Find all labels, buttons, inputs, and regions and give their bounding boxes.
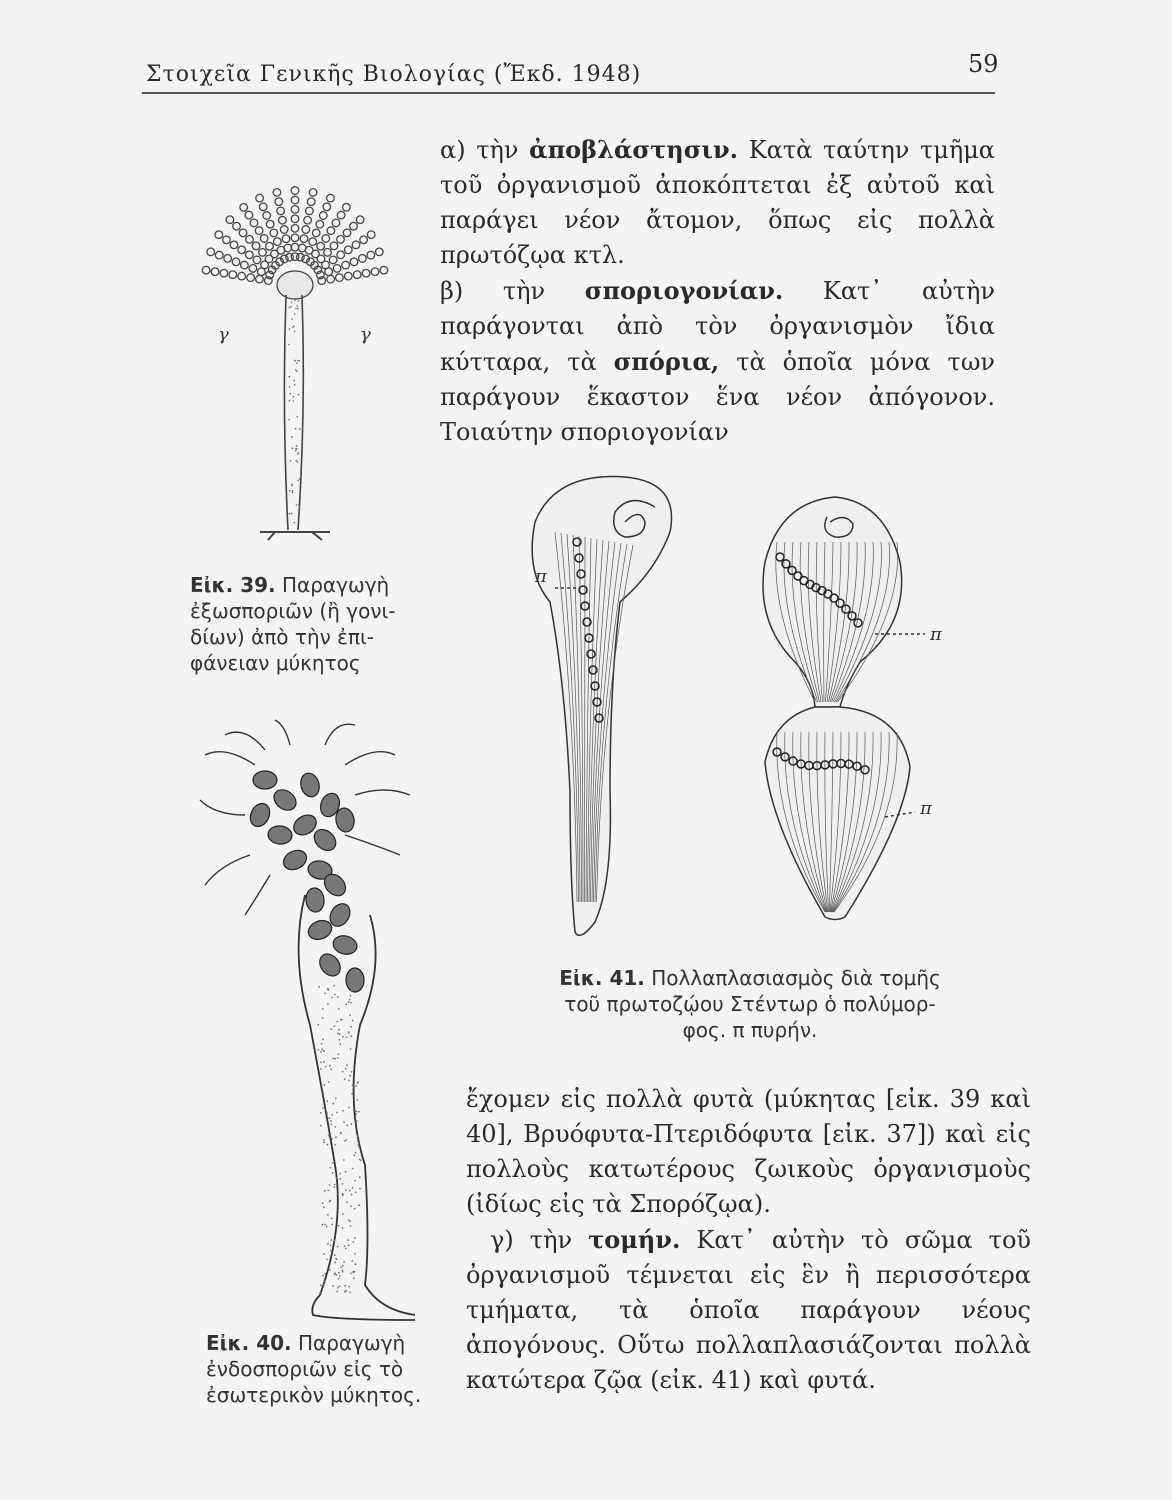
term-sporia: σπόρια,	[613, 347, 720, 376]
figure-40-label: Εἰκ. 40.	[206, 1331, 292, 1355]
figure-40-caption-line-1: Παραγωγὴ	[298, 1331, 406, 1355]
figure-39-caption-line-1: Παραγωγὴ	[282, 573, 390, 597]
figure-41-caption-line-3: φος. π πυρήν.	[682, 1018, 818, 1042]
figure-39-fungus-exospores	[200, 160, 380, 550]
figure-41-caption-line-1: Πολλαπλασιασμὸς διὰ τομῆς	[651, 966, 941, 990]
paragraph-b-prefix: β) τὴν	[440, 277, 585, 305]
header-rule	[142, 92, 995, 94]
figure-39-caption-line-3: δίων) ἀπὸ τὴν ἐπι-	[190, 625, 374, 649]
figure-41-caption	[515, 965, 985, 1043]
paragraph-b-text-1: Κατ᾽ αὐτὴν παράγονται ἀπὸ τὸν ὀργανισμὸν ἴδια κύτταρα, τὰ	[440, 277, 995, 376]
figure-41-caption-line-2: τοῦ πρωτοζῴου Στέντωρ ὁ πολύμορ-	[564, 992, 936, 1016]
paragraph-a-prefix: α) τὴν	[440, 136, 530, 164]
figure-39-caption-line-4: φάνειαν μύκητος	[190, 651, 361, 675]
figure-40-caption-line-3: ἐσωτερικὸν μύκητος.	[206, 1383, 422, 1407]
figure-41-label: Εἰκ. 41.	[559, 966, 645, 990]
paragraph-continuation: ἔχομεν εἰς πολλὰ φυτὰ (μύκητας [εἰκ. 39 καὶ 40], Βρυόφυτα-Πτεριδόφυτα [εἰκ. 37]) καὶ εἰς πολλοὺς κατωτέρους ζωικοὺς ὀργανισμοὺς (ἰδίως εἰς τὰ Σπορόζῳα).	[466, 1085, 1031, 1218]
term-apoblastesis: ἀποβλάστησιν.	[529, 135, 739, 164]
figure-39-mark-gamma-left: γ	[218, 324, 229, 345]
figure-41-mark-pi-right-lower: π	[920, 798, 932, 819]
figure-39-mark-gamma-right: γ	[360, 324, 371, 345]
term-sporiogonia: σποριογονίαν.	[584, 276, 784, 305]
figure-40-fungus-endospores	[195, 725, 450, 1325]
running-header-title: Στοιχεῖα Γενικῆς Βιολογίας (Ἔκδ. 1948)	[146, 62, 642, 87]
figure-39-caption-line-2: ἐξωσποριῶν (ἢ γονι-	[190, 599, 396, 623]
text-block-lower	[466, 1082, 1031, 1398]
figure-40-caption	[206, 1330, 451, 1408]
figure-40-caption-line-2: ἐνδοσποριῶν εἰς τὸ	[206, 1357, 404, 1381]
figure-41-stentor-division	[515, 462, 955, 952]
paragraph-b-text-2: τὰ ὁποῖα μόνα των παράγουν ἕκαστον ἕνα νέον ἀπόγονον. Τοιαύτην σποριογονίαν	[440, 348, 995, 446]
paragraph-a-text: Κατὰ ταύτην τμῆμα τοῦ ὀργανισμοῦ ἀποκόπτεται ἐξ αὐτοῦ καὶ παράγει νέον ἄτομον, ὅπως εἰς πολλὰ πρωτόζῳα κτλ.	[440, 136, 996, 269]
figure-39-caption	[190, 572, 420, 676]
term-tome: τομήν.	[588, 1225, 681, 1254]
text-block-upper	[440, 132, 995, 450]
paragraph-c	[466, 1222, 1031, 1398]
page-number: 59	[968, 50, 999, 78]
figure-41-mark-pi-right-upper: π	[930, 624, 942, 645]
figure-39-label: Εἰκ. 39.	[190, 573, 276, 597]
paragraph-c-prefix: γ) τὴν	[490, 1226, 589, 1254]
paragraph-b	[440, 273, 995, 450]
paragraph-c-text: Κατ᾽ αὐτὴν τὸ σῶμα τοῦ ὀργανισμοῦ τέμνεται εἰς ἓν ἢ περισσότερα τμήματα, τὰ ὁποῖα παράγουν νέους ἀπογόνους. Οὕτω πολλαπλασιάζονται πολλὰ κατώτερα ζῷα (εἰκ. 41) καὶ φυτά.	[466, 1226, 1031, 1394]
figure-41-mark-pi-left: π	[535, 566, 547, 587]
paragraph-a	[440, 132, 995, 273]
